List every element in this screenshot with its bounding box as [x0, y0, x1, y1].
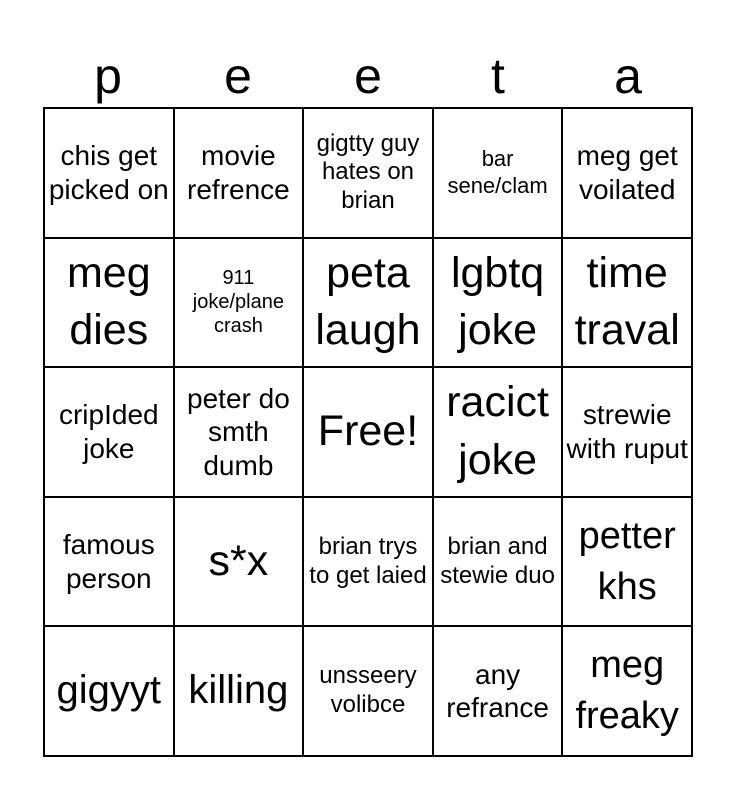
bingo-cell[interactable]: famous person [45, 498, 175, 628]
header-letter: e [224, 48, 252, 104]
bingo-cell[interactable]: brian and stewie duo [434, 498, 564, 628]
header-letter: t [491, 48, 505, 104]
bingo-cell[interactable]: peta laugh [304, 239, 434, 369]
bingo-cell[interactable]: s*x [175, 498, 305, 628]
bingo-cell[interactable]: peter do smth dumb [175, 368, 305, 498]
header-letter: p [94, 48, 122, 104]
free-space-cell[interactable]: Free! [304, 368, 434, 498]
bingo-cell[interactable]: 911 joke/plane crash [175, 239, 305, 369]
bingo-header [43, 46, 693, 106]
bingo-cell[interactable]: petter khs [563, 498, 693, 628]
bingo-cell[interactable]: chis get picked on [45, 109, 175, 239]
bingo-cell[interactable]: gigyyt [45, 627, 175, 757]
header-letter: a [614, 48, 642, 104]
bingo-cell[interactable]: lgbtq joke [434, 239, 564, 369]
bingo-cell[interactable]: meg freaky [563, 627, 693, 757]
bingo-cell[interactable]: unsseery volibce [304, 627, 434, 757]
bingo-cell[interactable]: gigtty guy hates on brian [304, 109, 434, 239]
bingo-cell[interactable]: meg get voilated [563, 109, 693, 239]
bingo-cell[interactable]: brian trys to get laied [304, 498, 434, 628]
bingo-board [43, 107, 693, 757]
bingo-cell[interactable]: movie refrence [175, 109, 305, 239]
bingo-cell[interactable]: cripIded joke [45, 368, 175, 498]
bingo-cell[interactable]: racict joke [434, 368, 564, 498]
bingo-cell[interactable]: bar sene/clam [434, 109, 564, 239]
bingo-cell[interactable]: time traval [563, 239, 693, 369]
bingo-cell[interactable]: killing [175, 627, 305, 757]
bingo-cell[interactable]: strewie with ruput [563, 368, 693, 498]
header-letter: e [354, 48, 382, 104]
bingo-cell[interactable]: meg dies [45, 239, 175, 369]
bingo-cell[interactable]: any refrance [434, 627, 564, 757]
